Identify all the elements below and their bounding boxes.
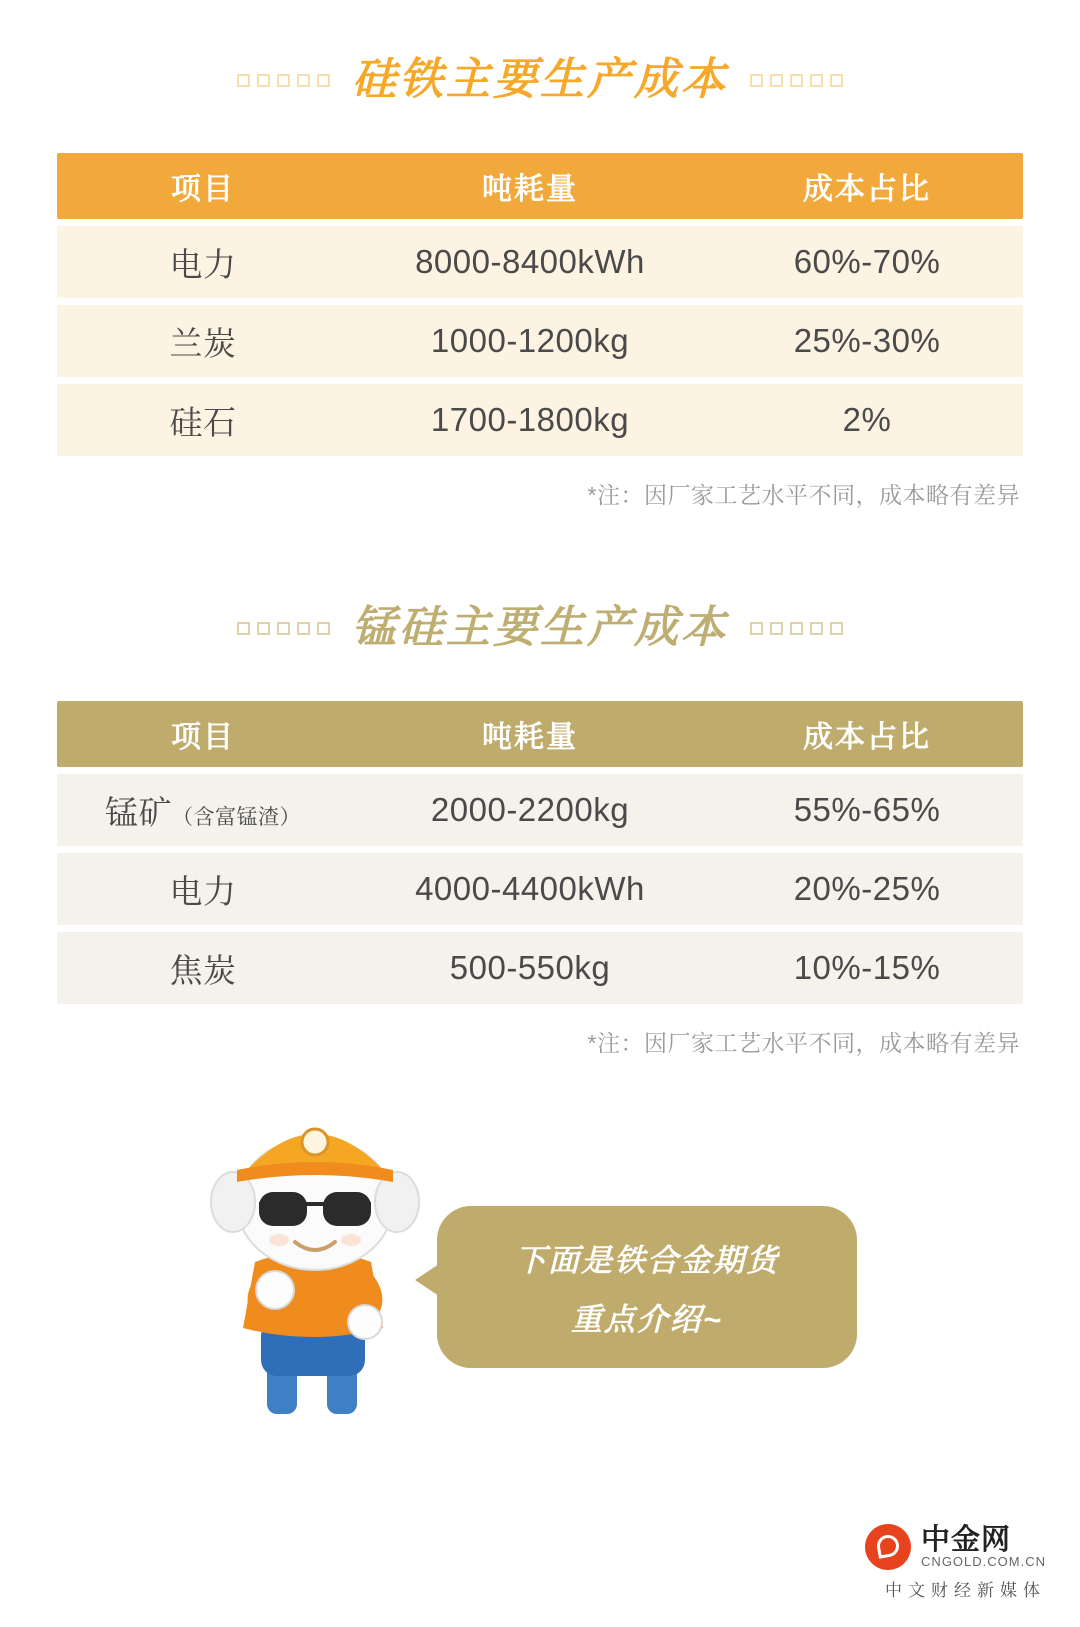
cell-item: 焦炭 xyxy=(57,932,349,1004)
cell-item-sub: （含富锰渣） xyxy=(172,805,301,829)
cngold-logo-icon xyxy=(865,1524,911,1570)
cell-amount: 1000-1200kg xyxy=(349,305,711,377)
section-title-1: 硅铁主要生产成本 xyxy=(352,55,728,104)
cell-item: 硅石 xyxy=(57,384,349,456)
table-header-row xyxy=(57,701,1023,767)
bubble-line-2: 重点介绍~ xyxy=(570,1302,724,1337)
decoration-squares-left-icon xyxy=(237,622,330,635)
section-title-2: 锰硅主要生产成本 xyxy=(352,603,728,652)
cell-item: 电力 xyxy=(57,226,349,298)
decoration-squares-right-icon xyxy=(750,622,843,635)
decoration-squares-right-icon xyxy=(750,74,843,87)
section-heading-1 xyxy=(0,55,1080,104)
cell-item-main: 锰矿 xyxy=(105,793,172,831)
cell-item: 兰炭 xyxy=(57,305,349,377)
table-note-2: *注：因厂家工艺水平不同，成本略有差异 xyxy=(587,1030,1020,1056)
section-heading-2 xyxy=(0,603,1080,652)
cell-share: 20%-25% xyxy=(711,853,1023,925)
mascot-illustration xyxy=(175,1084,455,1424)
cell-amount: 4000-4400kWh xyxy=(349,853,711,925)
table-row xyxy=(57,384,1023,456)
table-row xyxy=(57,932,1023,1004)
table-manganese-silicon xyxy=(57,694,1023,1011)
mascot-area xyxy=(0,1084,1080,1504)
cell-amount: 8000-8400kWh xyxy=(349,226,711,298)
column-header-share: 成本占比 xyxy=(711,701,1023,767)
section-manganese-silicon xyxy=(0,510,1080,1058)
column-header-item: 项目 xyxy=(57,153,349,219)
cell-item: 电力 xyxy=(57,853,349,925)
section-silicon-iron xyxy=(0,0,1080,510)
cell-share: 55%-65% xyxy=(711,774,1023,846)
table-row xyxy=(57,774,1023,846)
cell-share: 2% xyxy=(711,384,1023,456)
cell-amount: 1700-1800kg xyxy=(349,384,711,456)
decoration-squares-left-icon xyxy=(237,74,330,87)
column-header-item: 项目 xyxy=(57,701,349,767)
footer-brand xyxy=(865,1524,1046,1601)
table-silicon-iron xyxy=(57,146,1023,463)
brand-text xyxy=(921,1525,1046,1569)
cell-share: 60%-70% xyxy=(711,226,1023,298)
cell-share: 25%-30% xyxy=(711,305,1023,377)
column-header-share: 成本占比 xyxy=(711,153,1023,219)
brand-row xyxy=(865,1524,1046,1570)
cell-amount: 500-550kg xyxy=(349,932,711,1004)
table-header-row xyxy=(57,153,1023,219)
speech-bubble xyxy=(437,1206,857,1368)
bubble-line-1: 下面是铁合金期货 xyxy=(515,1243,779,1278)
cell-item xyxy=(57,774,349,846)
cell-share: 10%-15% xyxy=(711,932,1023,1004)
cell-amount: 2000-2200kg xyxy=(349,774,711,846)
brand-tagline: 中文财经新媒体 xyxy=(885,1581,1046,1600)
column-header-amount: 吨耗量 xyxy=(349,701,711,767)
table-row xyxy=(57,853,1023,925)
table-row xyxy=(57,226,1023,298)
brand-name: 中金网 xyxy=(921,1523,1012,1556)
brand-url: CNGOLD.COM.CN xyxy=(921,1554,1046,1570)
table-row xyxy=(57,305,1023,377)
table-note-1: *注：因厂家工艺水平不同，成本略有差异 xyxy=(587,482,1020,508)
column-header-amount: 吨耗量 xyxy=(349,153,711,219)
